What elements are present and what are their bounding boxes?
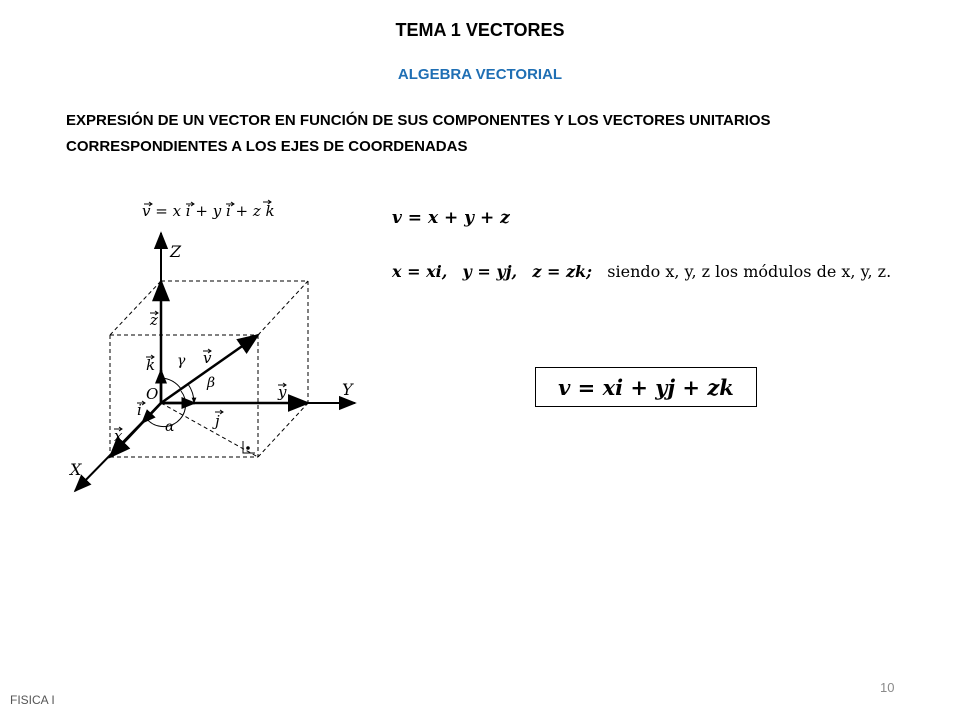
section-subtitle: ALGEBRA VECTORIAL bbox=[397, 66, 563, 83]
label-x: x bbox=[114, 427, 123, 445]
label-v: v bbox=[203, 349, 212, 367]
y-component-eq: y = yj, bbox=[462, 262, 518, 281]
topic-heading-line-2: CORRESPONDIENTES A LOS EJES DE COORDENADAS bbox=[66, 138, 468, 155]
label-overarrows bbox=[114, 200, 286, 431]
x-component-eq: x = xi, bbox=[392, 262, 448, 281]
label-j: j bbox=[215, 412, 220, 430]
angle-gamma-arc bbox=[161, 378, 181, 389]
label-i: i bbox=[137, 401, 142, 419]
label-gamma: γ bbox=[177, 353, 186, 369]
vector-diagram bbox=[60, 185, 380, 505]
label-k: k bbox=[146, 356, 156, 374]
x-axis-label: X bbox=[70, 460, 82, 479]
label-beta: β bbox=[207, 375, 216, 391]
label-alpha: α bbox=[165, 419, 175, 435]
z-component-eq: z = zk; bbox=[532, 262, 593, 281]
page-number: 10 bbox=[880, 680, 895, 695]
top-formula: v = x i + y i + z k bbox=[142, 202, 275, 220]
angle-beta-arc bbox=[188, 384, 194, 403]
label-y: y bbox=[278, 383, 287, 401]
topic-heading bbox=[66, 108, 896, 160]
vector-v-arrow bbox=[161, 335, 258, 403]
page-title: TEMA 1 VECTORES bbox=[395, 20, 565, 40]
modules-text: siendo x, y, z los módulos de x, y, z. bbox=[607, 262, 892, 281]
label-z: z bbox=[150, 311, 158, 329]
vector-sum-equation: v = x + y + z bbox=[392, 208, 510, 228]
right-angle-dot bbox=[246, 446, 250, 450]
components-equation bbox=[392, 262, 891, 281]
y-axis-label: Y bbox=[342, 380, 353, 399]
unit-i-arrow bbox=[142, 403, 161, 423]
boxed-equation: v = xi + yj + zk bbox=[535, 367, 757, 407]
origin-label: O bbox=[146, 385, 159, 403]
topic-heading-line-1: EXPRESIÓN DE UN VECTOR EN FUNCIÓN DE SUS COMPONENTES Y LOS VECTORES UNITARIOS bbox=[66, 112, 771, 129]
z-axis-label: Z bbox=[170, 242, 182, 261]
course-footer: FISICA I bbox=[10, 693, 55, 707]
